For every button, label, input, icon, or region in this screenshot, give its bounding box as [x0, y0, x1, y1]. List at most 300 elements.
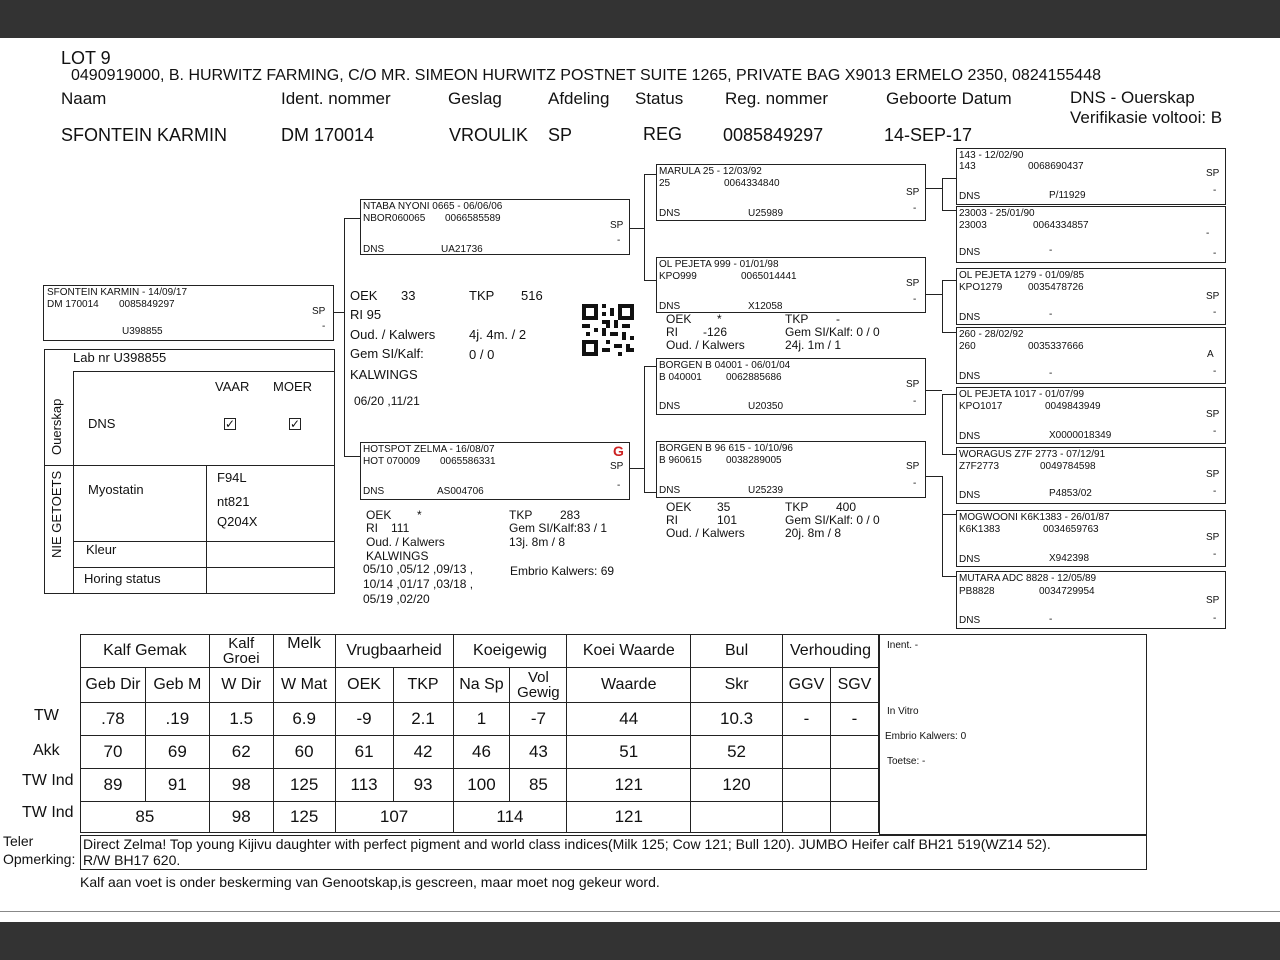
table-row-akk: [81, 736, 879, 769]
connector-ggp8: [942, 576, 956, 577]
table-cell: 61: [335, 736, 393, 769]
table-cell: 1: [453, 703, 510, 736]
table-cell: 43: [510, 736, 567, 769]
connector-gp3: [644, 366, 656, 367]
table-cell: 120: [691, 769, 783, 802]
ebv-table: [80, 634, 879, 833]
sire-oud-value: 4j. 4m. / 2: [469, 327, 527, 342]
table-cell: .78: [81, 703, 146, 736]
gp-sp: SP: [906, 187, 920, 198]
connector-dam-out: [630, 468, 644, 469]
sire-tkp-label: TKP: [469, 288, 495, 303]
animal-status: REG: [643, 124, 683, 144]
row-label-tw: TW: [34, 707, 59, 724]
gp-code: U20350: [748, 401, 784, 412]
gs-ri-value: -126: [703, 325, 728, 339]
connector-gp4-out: [926, 476, 942, 477]
subject-ident: DM 170014: [47, 299, 99, 310]
ouerskap-label: Ouerskap: [49, 398, 64, 455]
table-cell: 2.1: [393, 703, 453, 736]
owner-line: 0490919000, B. HURWITZ FARMING, C/O MR. SIMEON HURWITZ POSTNET SUITE 1265, PRIVATE BAG X9013 ERMELO 2350, 0824155448: [71, 67, 1101, 84]
sub-waarde: Waarde: [567, 668, 691, 703]
connector-ggp56: [942, 394, 943, 454]
table-cell: [830, 736, 878, 769]
ggp-sp: SP: [1206, 532, 1220, 543]
top-dark-band: [0, 0, 1280, 38]
sire-kalwings: KALWINGS: [350, 367, 418, 382]
dam-oek-label: OEK: [366, 508, 392, 522]
lot-number: LOT 9: [61, 48, 111, 68]
awards-logo-icon: G: [613, 443, 624, 459]
dam-box: [360, 442, 630, 500]
connector-sire: [344, 218, 360, 219]
table-cell: 107: [335, 802, 453, 833]
ggp-name: MUTARA ADC 8828 - 12/05/89: [959, 573, 1097, 584]
sire-name: NTABA NYONI 0665 - 06/06/06: [363, 201, 503, 212]
dam-sp: SP: [610, 461, 624, 472]
ggp-code: P4853/02: [1049, 488, 1092, 499]
gs-oud-label: Oud. / Kalwers: [666, 338, 745, 352]
table-cell: 91: [145, 769, 209, 802]
dam-ident: HOT 070009: [363, 456, 421, 467]
connector-ggp1: [942, 178, 956, 179]
table-cell: 85: [510, 769, 567, 802]
gp-ident: KPO999: [659, 271, 697, 282]
sub-ggv: GGV: [782, 668, 830, 703]
lab-moer: MOER: [273, 379, 312, 394]
gp-dash: -: [913, 396, 917, 407]
table-cell: 60: [273, 736, 335, 769]
sire-sp: SP: [610, 220, 624, 231]
remarks-box: [80, 835, 1147, 870]
animal-ident: DM 170014: [281, 125, 375, 145]
header-naam: Naam: [61, 89, 107, 108]
gp-name: BORGEN B 04001 - 06/01/04: [659, 360, 791, 371]
gd-ri-label: RI: [666, 513, 678, 527]
table-cell: 42: [393, 736, 453, 769]
gp-code: U25989: [748, 208, 784, 219]
gs-tkp-value: -: [836, 312, 840, 326]
animal-geslag: VROULIK: [449, 125, 529, 145]
connector-ggp78: [942, 514, 943, 576]
ggp-box-4: [956, 327, 1226, 384]
table-cell: 51: [567, 736, 691, 769]
table-cell: -: [782, 703, 830, 736]
header-verifikasie: Verifikasie voltooi: B: [1070, 108, 1223, 127]
sub-geb-dir: Geb Dir: [81, 668, 146, 703]
header-status: Status: [635, 89, 684, 108]
connector-ggp2: [942, 210, 956, 211]
table-cell: 70: [81, 736, 146, 769]
connector-gp2: [644, 280, 656, 281]
dam-name: HOTSPOT ZELMA - 16/08/07: [363, 444, 495, 455]
gp-sp: SP: [906, 379, 920, 390]
group-verhouding: Verhouding: [782, 635, 878, 668]
dam-gem: Gem SI/Kalf:83 / 1: [509, 521, 608, 535]
gs-ri-label: RI: [666, 325, 678, 339]
sire-oud-label: Oud. / Kalwers: [350, 327, 436, 342]
animal-naam: SFONTEIN KARMIN: [61, 125, 228, 145]
table-row-twind: [81, 769, 879, 802]
sire-gem-value: 0 / 0: [469, 347, 495, 362]
opmerking-label: Opmerking:: [3, 851, 76, 867]
ggp-code: X942398: [1049, 553, 1090, 564]
moer-check-icon: ✓: [290, 417, 301, 431]
ggp-name: 143 - 12/02/90: [959, 150, 1024, 161]
nie-getoets-label: NIE GETOETS: [49, 470, 64, 558]
table-cell: 113: [335, 769, 393, 802]
sub-oek: OEK: [335, 668, 393, 703]
table-cell: 125: [273, 769, 335, 802]
ggp-sp: A: [1207, 349, 1214, 360]
ggp-dash: -: [1213, 307, 1217, 318]
table-cell: 69: [145, 736, 209, 769]
vaar-check-icon: ✓: [225, 417, 236, 431]
connector-ggp5: [942, 394, 956, 395]
ggp-name: WORAGUS Z7F 2773 - 07/12/91: [959, 449, 1106, 460]
gp-reg: 0064334840: [724, 178, 780, 189]
ggp-dns: DNS: [959, 247, 981, 258]
table-cell: [691, 802, 783, 833]
gs-tkp-label: TKP: [785, 312, 809, 326]
table-cell: [782, 736, 830, 769]
group-bul: Bul: [691, 635, 783, 668]
gp-box-3: [656, 358, 926, 415]
bottom-dark-band: [0, 922, 1280, 960]
sub-sgv: SGV: [830, 668, 878, 703]
header-reg: Reg. nommer: [725, 89, 828, 108]
table-cell: 98: [209, 769, 273, 802]
lab-divider-v: [73, 371, 74, 594]
lab-kleur: Kleur: [86, 542, 117, 557]
table-cell: -7: [510, 703, 567, 736]
gp-dns: DNS: [659, 485, 681, 496]
sire-code: UA21736: [441, 244, 483, 255]
ggp-reg: 0049784598: [1040, 461, 1096, 472]
dam-oud-value: 13j. 8m / 8: [509, 535, 566, 549]
dam-kalwings-dates-2: 10/14 ,01/17 ,03/18 ,: [363, 577, 474, 591]
myostatin-f94l: F94L: [217, 470, 247, 485]
connector-ggp3: [942, 280, 956, 281]
gd-oud-value: 20j. 8m / 8: [785, 526, 842, 540]
connector-gp-sire: [644, 174, 645, 281]
gd-oek-label: OEK: [666, 500, 692, 514]
subject-line1: SFONTEIN KARMIN - 14/09/17: [47, 287, 188, 298]
ggp-box-3: [956, 268, 1226, 325]
header-ident: Ident. nommer: [281, 89, 391, 108]
dam-code: AS004706: [437, 486, 484, 497]
table-cell: -: [830, 703, 878, 736]
animal-geboorte: 14-SEP-17: [884, 125, 973, 145]
connector-ggp4: [942, 332, 956, 333]
ggp-sp: SP: [1206, 469, 1220, 480]
connector-ggp7: [942, 514, 956, 515]
qr-code-icon: [582, 304, 634, 356]
ggp-reg: 0035478726: [1028, 282, 1084, 293]
gp-box-1: [656, 164, 926, 221]
table-cell: 114: [453, 802, 567, 833]
table-cell: [782, 802, 830, 833]
remarks-line-2: R/W BH17 620.: [83, 852, 181, 868]
subject-reg: 0085849297: [119, 299, 175, 310]
sub-na-sp: Na Sp: [453, 668, 510, 703]
table-cell: 125: [273, 802, 335, 833]
gp-code: X12058: [748, 301, 783, 312]
ggp-box-5: [956, 387, 1226, 444]
subject-dash: -: [322, 321, 326, 332]
ggp-name: 260 - 28/02/92: [959, 329, 1024, 340]
gp-code: U25239: [748, 485, 784, 496]
ggp-reg: 0064334857: [1033, 220, 1089, 231]
connector-gp1: [644, 174, 656, 175]
myostatin-q204x: Q204X: [217, 514, 258, 529]
ggp-ident: 260: [959, 341, 976, 352]
connector-ggp12: [942, 178, 943, 210]
table-cell: 10.3: [691, 703, 783, 736]
ggp-dns: DNS: [959, 554, 981, 565]
table-cell: 98: [209, 802, 273, 833]
gp-ident: B 960615: [659, 455, 702, 466]
ggp-dns: DNS: [959, 191, 981, 202]
lab-dns: DNS: [88, 416, 116, 431]
connector-gp4: [644, 492, 656, 493]
dam-tkp-label: TKP: [509, 508, 533, 522]
gd-tkp-label: TKP: [785, 500, 809, 514]
bottom-rule: [0, 911, 1280, 912]
ggp-ident: KPO1017: [959, 401, 1003, 412]
gs-oek-label: OEK: [666, 312, 692, 326]
gp-dash: -: [913, 203, 917, 214]
ggp-dns: DNS: [959, 431, 981, 442]
embrio-kalwers: Embrio Kalwers: 0: [885, 731, 967, 742]
group-koei-waarde: Koei Waarde: [567, 635, 691, 668]
table-row-tw: [81, 703, 879, 736]
gp-dns: DNS: [659, 301, 681, 312]
ggp-ident: KPO1279: [959, 282, 1003, 293]
table-cell: [830, 769, 878, 802]
ggp-dash: -: [1213, 486, 1217, 497]
ggp-dash: -: [1213, 426, 1217, 437]
ggp-reg: 0049843949: [1045, 401, 1101, 412]
table-cell: 6.9: [273, 703, 335, 736]
gp-reg: 0038289005: [726, 455, 782, 466]
table-cell: 93: [393, 769, 453, 802]
ggp-code: X0000018349: [1049, 430, 1112, 441]
table-cell: 100: [453, 769, 510, 802]
dam-oud-label: Oud. / Kalwers: [366, 535, 445, 549]
group-kalf-groei: Kalf Groei: [209, 635, 273, 668]
dam-dash: -: [617, 480, 621, 491]
sire-oek-label: OEK: [350, 288, 378, 303]
sire-gem-label: Gem SI/Kalf:: [350, 346, 424, 361]
lab-vaar: VAAR: [215, 379, 250, 394]
dam-reg: 0065586331: [440, 456, 496, 467]
gp-name: MARULA 25 - 12/03/92: [659, 166, 762, 177]
ggp-sp: SP: [1206, 168, 1220, 179]
sire-oek-value: 33: [401, 288, 416, 303]
gp-reg: 0065014441: [741, 271, 797, 282]
lab-nr: Lab nr U398855: [73, 350, 167, 365]
ggp-code: -: [1049, 614, 1053, 625]
ggp-dash: -: [1213, 549, 1217, 560]
sub-tkp: TKP: [393, 668, 453, 703]
dam-dns: DNS: [363, 486, 385, 497]
ggp-sp: SP: [1206, 595, 1220, 606]
dam-ri-label: RI: [366, 521, 378, 535]
ggp-ident: 143: [959, 161, 976, 172]
remarks-line-1: Direct Zelma! Top young Kijivu daughter with perfect pigment and world class indices(Milk 125; Cow 121; Bull 120). JUMBO Heifer calf BH21 519(WZ14 52).: [83, 836, 1051, 852]
ggp-sp: SP: [1206, 291, 1220, 302]
gs-oek-value: *: [717, 312, 722, 326]
connector-gp2-out: [926, 294, 942, 295]
gp-dns: DNS: [659, 401, 681, 412]
table-cell: 121: [567, 802, 691, 833]
ggp-name: 23003 - 25/01/90: [959, 208, 1035, 219]
sub-vol-gewig: Vol Gewig: [510, 668, 567, 703]
sub-w-dir: W Dir: [209, 668, 273, 703]
ggp-code: -: [1049, 245, 1053, 256]
row-label-twind-2: TW Ind: [22, 804, 74, 821]
ggp-reg: 0034729954: [1039, 586, 1095, 597]
gd-tkp-value: 400: [836, 500, 857, 514]
connector-ggp34: [942, 280, 943, 332]
table-cell: [782, 769, 830, 802]
gs-gem: Gem SI/Kalf: 0 / 0: [785, 325, 880, 339]
ggp-dash: -: [1213, 366, 1217, 377]
header-dns: DNS - Ouerskap: [1070, 88, 1195, 107]
sire-dash: -: [617, 235, 621, 246]
gp-ident: 25: [659, 178, 671, 189]
ggp-name: MOGWOONI K6K1383 - 26/01/87: [959, 512, 1110, 523]
ggp-ident: K6K1383: [959, 524, 1001, 535]
lab-divider-v2: [206, 465, 207, 594]
ggp-code: -: [1049, 309, 1053, 320]
table-cell: 52: [691, 736, 783, 769]
sire-tkp-value: 516: [521, 288, 543, 303]
ggp-name: OL PEJETA 1017 - 01/07/99: [959, 389, 1085, 400]
sire-ident: NBOR060065: [363, 213, 426, 224]
table-row-twind2: [81, 802, 879, 833]
gd-ri-value: 101: [717, 513, 738, 527]
ggp-dash: -: [1213, 613, 1217, 624]
gp-dash: -: [913, 478, 917, 489]
lab-divider-h2: [44, 465, 335, 466]
gp-sp: SP: [906, 278, 920, 289]
ggp-box-2: [956, 206, 1226, 263]
ggp-code: -: [1049, 368, 1053, 379]
gs-oud-value: 24j. 1m / 1: [785, 338, 842, 352]
ggp-dns: DNS: [959, 615, 981, 626]
header-geboorte: Geboorte Datum: [886, 89, 1012, 108]
group-kalf-gemak: Kalf Gemak: [81, 635, 210, 668]
lab-divider-h1: [73, 371, 335, 372]
gp-ident: B 040001: [659, 372, 702, 383]
sub-skr: Skr: [691, 668, 783, 703]
gp-box-2: [656, 257, 926, 313]
connector-ggp6: [942, 454, 956, 455]
myostatin-nt821: nt821: [217, 494, 250, 509]
table-cell: 1.5: [209, 703, 273, 736]
subject-box: [43, 285, 334, 341]
connector-parents: [344, 218, 345, 456]
dam-kalwings-dates-3: 05/19 ,02/20: [363, 592, 430, 606]
animal-reg: 0085849297: [723, 125, 824, 145]
ggp-box-7: [956, 510, 1226, 567]
ggp-reg: 0035337666: [1028, 341, 1084, 352]
gp-reg: 0062885686: [726, 372, 782, 383]
ggp-dns: DNS: [959, 371, 981, 382]
gp-box-4: [656, 441, 926, 498]
ggp-ident: PB8828: [959, 586, 995, 597]
ggp-ident: 23003: [959, 220, 987, 231]
gp-sp: SP: [906, 461, 920, 472]
ggp-name: OL PEJETA 1279 - 01/09/85: [959, 270, 1085, 281]
header-afdeling: Afdeling: [548, 89, 610, 108]
table-cell: 62: [209, 736, 273, 769]
ggp-ident: Z7F2773: [959, 461, 1000, 472]
table-cell: 121: [567, 769, 691, 802]
dam-embrio: Embrio Kalwers: 69: [510, 564, 615, 578]
table-cell: 44: [567, 703, 691, 736]
group-koeigewig: Koeigewig: [453, 635, 567, 668]
ggp-code: P/11929: [1049, 190, 1086, 201]
lot-document: [0, 38, 1280, 922]
lab-myostatin: Myostatin: [88, 482, 144, 497]
gp-name: BORGEN B 96 615 - 10/10/96: [659, 443, 793, 454]
footer-note: Kalf aan voet is onder beskerming van Genootskap,is gescreen, maar moet nog gekeur word.: [80, 874, 660, 890]
ggp-box-6: [956, 447, 1226, 504]
connector-sire-out: [630, 228, 644, 229]
teler-label: Teler: [3, 833, 34, 849]
table-cell: -9: [335, 703, 393, 736]
ggp-reg: 0034659763: [1043, 524, 1099, 535]
sub-geb-m: Geb M: [145, 668, 209, 703]
sire-dns: DNS: [363, 244, 385, 255]
connector-gp-dam: [644, 366, 645, 492]
table-cell: 85: [81, 802, 210, 833]
gd-oud-label: Oud. / Kalwers: [666, 526, 745, 540]
in-vitro: In Vitro: [887, 706, 919, 717]
connector-dam: [344, 456, 360, 457]
gd-oek-value: 35: [717, 500, 731, 514]
table-cell: .19: [145, 703, 209, 736]
sire-kalwings-dates: 06/20 ,11/21: [354, 394, 420, 408]
inent: Inent. -: [887, 640, 919, 651]
sire-ri: RI 95: [350, 307, 382, 322]
ggp-dash: -: [1213, 248, 1217, 259]
subject-code: U398855: [122, 326, 163, 337]
connector-subject: [334, 312, 344, 313]
sub-w-mat: W Mat: [273, 668, 335, 703]
dam-kalwings-dates-1: 05/10 ,05/12 ,09/13 ,: [363, 562, 474, 576]
animal-afdeling: SP: [548, 125, 573, 145]
subject-sp: SP: [312, 306, 326, 317]
sire-box: [360, 199, 630, 255]
ggp-sp: SP: [1206, 409, 1220, 420]
ggp-extra: -: [1206, 228, 1210, 239]
connector-gp3-out: [926, 390, 942, 391]
table-cell: [830, 802, 878, 833]
connector-gp4-down: [942, 476, 943, 514]
connector-gp1-out: [926, 188, 942, 189]
ggp-reg: 0068690437: [1028, 161, 1084, 172]
row-label-twind: TW Ind: [22, 772, 74, 789]
dam-kalwings: KALWINGS: [366, 549, 429, 563]
dam-tkp-value: 283: [560, 508, 581, 522]
toetse: Toetse: -: [887, 756, 926, 767]
sire-reg: 0066585589: [445, 213, 501, 224]
ggp-box-8: [956, 571, 1226, 629]
